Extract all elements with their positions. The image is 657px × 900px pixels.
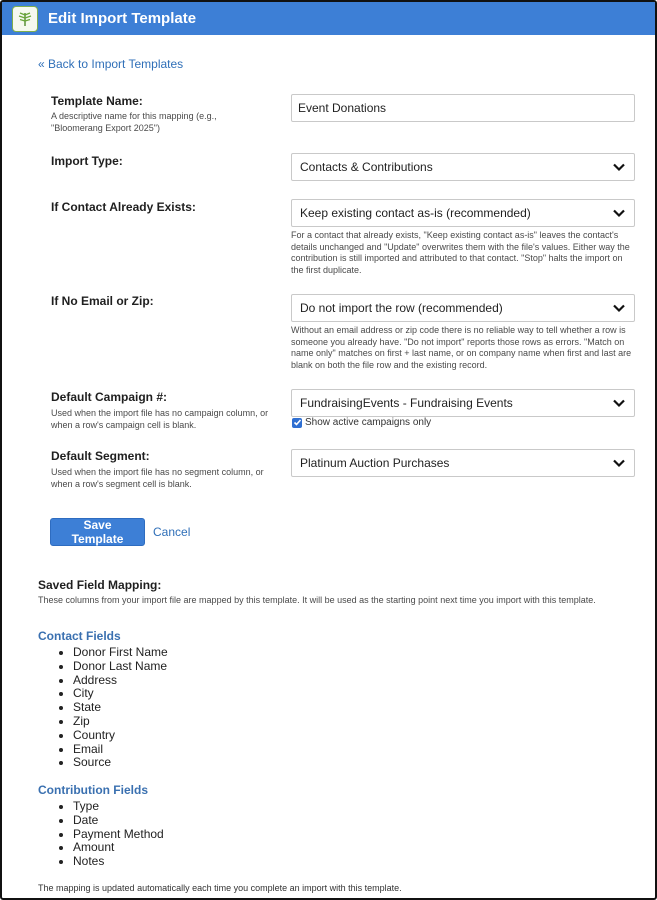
title-bar <box>2 2 655 35</box>
list-item: • Source <box>73 756 168 770</box>
chevron-down-icon <box>612 301 626 318</box>
list-item: • Amount <box>73 841 164 855</box>
mapping-footer-note: The mapping is updated automatically each time you complete an import with this template. <box>38 883 402 893</box>
default-segment-help: Used when the import file has no segment column, or when a row's segment cell is blank. <box>51 467 264 489</box>
no-email-zip-value: Do not import the row (recommended) <box>300 301 503 315</box>
window-title: Edit Import Template <box>48 10 197 27</box>
list-item: • Notes <box>73 855 164 869</box>
contact-exists-label: If Contact Already Exists: <box>51 200 196 214</box>
saved-mapping-description: These columns from your import file are mapped by this template. It will be used as the starting point next time you import with this template. <box>38 595 596 605</box>
default-campaign-help: Used when the import file has no campaign column, or when a row's campaign cell is blank. <box>51 408 269 430</box>
back-to-templates-link[interactable]: « Back to Import Templates <box>38 57 184 71</box>
contact-exists-value: Keep existing contact as-is (recommended) <box>300 206 531 220</box>
list-item: • State <box>73 701 168 715</box>
list-item: • Zip <box>73 715 168 729</box>
template-name-help: A descriptive name for this mapping (e.g., "Bloomerang Export 2025") <box>51 111 217 133</box>
list-item: • Payment Method <box>73 828 164 842</box>
list-item: • Date <box>73 814 164 828</box>
contact-fields-title: Contact Fields <box>38 629 121 643</box>
default-segment-value: Platinum Auction Purchases <box>300 456 450 470</box>
active-campaigns-toggle[interactable] <box>292 417 431 428</box>
cancel-link[interactable]: Cancel <box>153 525 191 539</box>
import-type-label: Import Type: <box>51 154 123 168</box>
no-email-zip-select[interactable] <box>291 294 635 322</box>
contact-exists-select[interactable] <box>291 199 635 227</box>
import-type-value: Contacts & Contributions <box>300 160 433 174</box>
import-type-select[interactable] <box>291 153 635 181</box>
chevron-down-icon <box>612 456 626 473</box>
leaf-icon <box>12 6 38 32</box>
list-item: • Type <box>73 800 164 814</box>
default-segment-label: Default Segment: <box>51 449 150 463</box>
checkbox-checked-icon[interactable] <box>292 418 302 428</box>
chevron-down-icon <box>612 396 626 413</box>
active-campaigns-label: Show active campaigns only <box>305 417 432 428</box>
contribution-fields-list <box>38 800 164 869</box>
default-campaign-select[interactable] <box>291 389 635 417</box>
contact-fields-list <box>38 646 168 770</box>
list-item: • Country <box>73 729 168 743</box>
saved-mapping-title: Saved Field Mapping: <box>38 578 162 592</box>
no-email-zip-label: If No Email or Zip: <box>51 294 154 308</box>
chevron-down-icon <box>612 160 626 177</box>
template-name-value: Event Donations <box>298 101 387 115</box>
template-name-label: Template Name: <box>51 94 143 108</box>
list-item: • Address <box>73 674 168 688</box>
contact-exists-note: For a contact that already exists, "Keep existing contact as-is" leaves the contact's details unchanged and "Update" overwrites them with the file's values. Either way the contribution is still imported and attributed to that contact. "Stop" halts the import on the first duplicate. <box>291 230 630 275</box>
default-campaign-label: Default Campaign #: <box>51 390 168 404</box>
list-item: • Donor Last Name <box>73 660 168 674</box>
no-email-zip-note: Without an email address or zip code there is no reliable way to tell whether a row is someone you already have. "Do not import" reports those rows as errors. "Match on name only" matches on first + last name, or on company name when first and last are blank on both the file row and the existing record. <box>291 325 632 370</box>
list-item: • Email <box>73 743 168 757</box>
save-template-button[interactable]: Save Template <box>50 518 145 546</box>
contribution-fields-title: Contribution Fields <box>38 783 148 797</box>
list-item: • City <box>73 687 168 701</box>
template-name-input[interactable] <box>291 94 635 122</box>
page-content <box>2 35 655 898</box>
default-campaign-value: FundraisingEvents - Fundraising Events <box>300 396 513 410</box>
default-segment-select[interactable] <box>291 449 635 477</box>
list-item: • Donor First Name <box>73 646 168 660</box>
chevron-down-icon <box>612 206 626 223</box>
